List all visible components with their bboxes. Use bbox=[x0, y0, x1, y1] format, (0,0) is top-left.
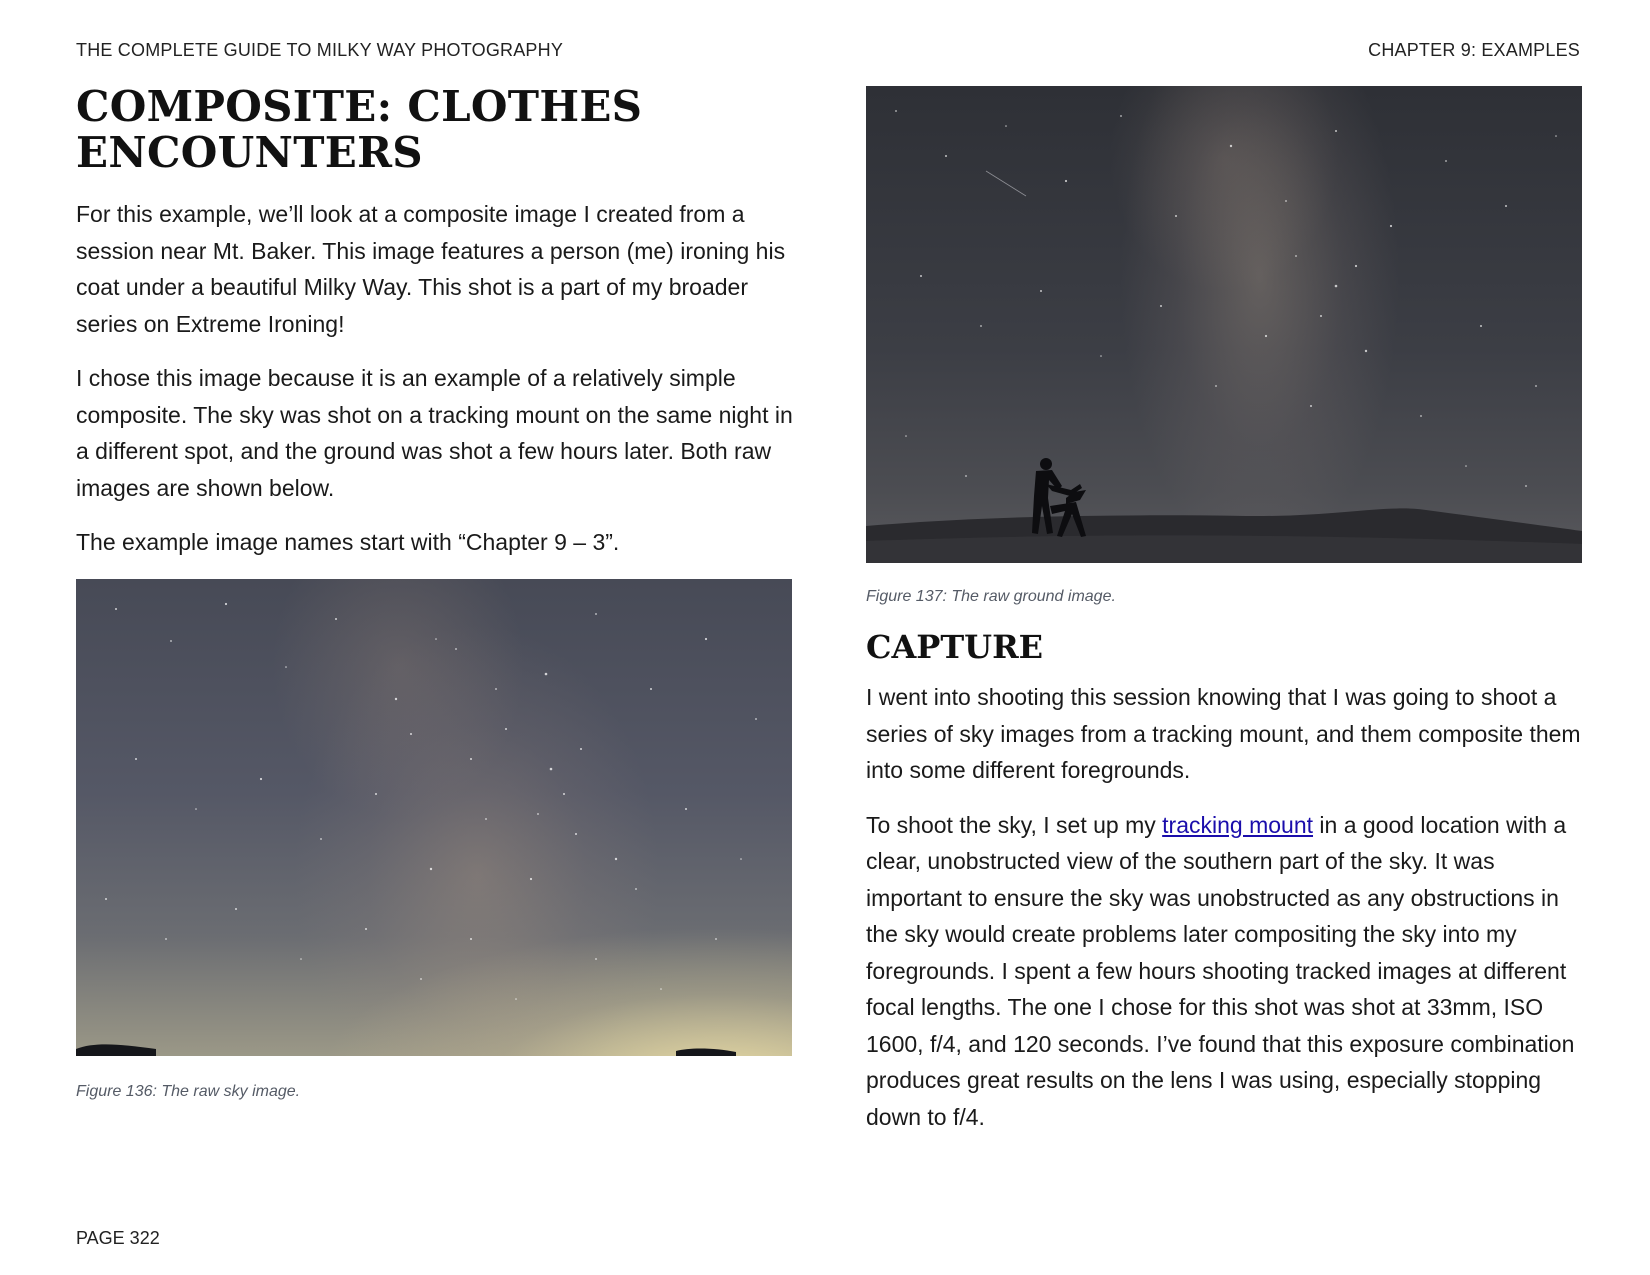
raw-ground-photo bbox=[866, 86, 1582, 563]
capture-paragraph-1: I went into shooting this session knowing that I was going to shoot a series of sky images from a tracking mount, and them composite them into some different foregrounds. bbox=[866, 684, 1581, 783]
sky-stars bbox=[76, 579, 792, 1056]
raw-sky-photo bbox=[76, 579, 792, 1056]
ground-scene bbox=[866, 86, 1582, 563]
page-title bbox=[76, 84, 798, 176]
page-number: PAGE 322 bbox=[76, 1228, 160, 1248]
composite-paragraph: I chose this image because it is an example of a relatively simple composite. The sky was shot on a tracking mount on the same night in a different spot, and the ground was shot a few hours later. Both raw images are shown below. bbox=[76, 365, 793, 501]
right-column bbox=[866, 84, 1584, 1135]
page-title-line-1: COMPOSITE: CLOTHES bbox=[76, 82, 643, 131]
image-names-paragraph: The example image names start with “Chapter 9 – 3”. bbox=[76, 529, 620, 555]
capture-paragraph-2-start: To shoot the sky, I set up my bbox=[866, 811, 1163, 838]
capture-heading: CAPTURE bbox=[866, 628, 1044, 666]
tracking-mount-link[interactable]: tracking mount bbox=[1162, 811, 1314, 838]
figure-136-caption: Figure 136: The raw sky image. bbox=[76, 1082, 301, 1100]
capture-paragraph-2 bbox=[866, 807, 1584, 1136]
left-column bbox=[76, 84, 798, 1102]
figure-137-caption: Figure 137: The raw ground image. bbox=[866, 588, 1116, 605]
intro-paragraph: For this example, we’ll look at a composite image I created from a session near Mt. Baker. This image features a person (me) ironing his coat under a beautiful Milky Way. This shot is a part of my broader series on Extreme Ironing! bbox=[76, 201, 786, 337]
capture-paragraph-2-end: in a good location with a clear, unobstructed view of the southern part of the sky. It was important to ensure the sky was unobstructed as any obstructions in the sky would create problems later compositing the sky into my foregrounds. I spent a few hours shooting tracked images at different focal lengths. The one I chose for this shot was shot at 33mm, ISO 1600, f/4, and 120 seconds. I’ve found that this exposure combination produces great results on the lens I was using, especially stopping down to f/4. bbox=[866, 811, 1575, 1130]
running-header-title: THE COMPLETE GUIDE TO MILKY WAY PHOTOGRAPHY bbox=[76, 40, 564, 60]
running-header-chapter: CHAPTER 9: EXAMPLES bbox=[1368, 40, 1580, 60]
page-title-line-2: ENCOUNTERS bbox=[76, 128, 423, 177]
